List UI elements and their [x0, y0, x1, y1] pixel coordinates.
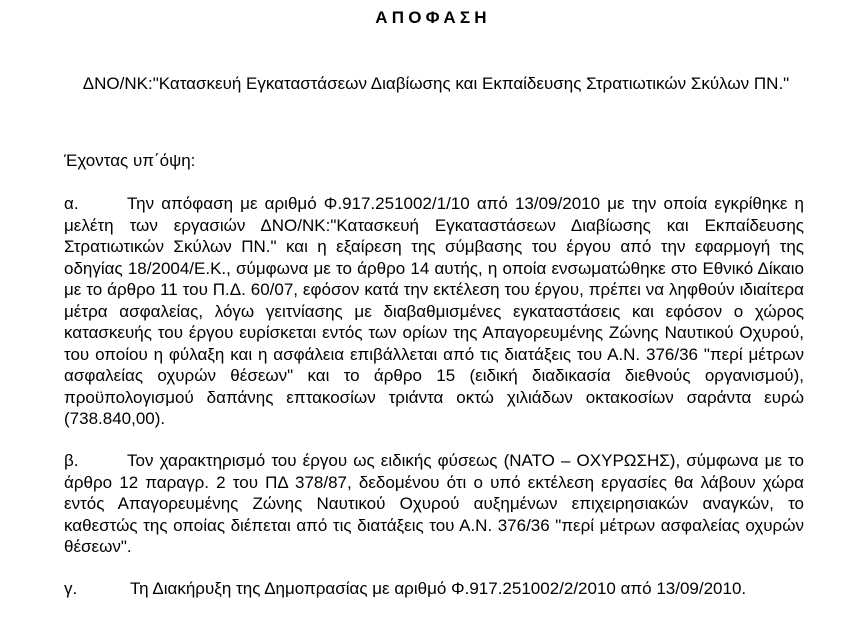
- paragraph-marker: α.: [64, 194, 79, 213]
- paragraph-item-c: [64, 578, 804, 600]
- paragraph-item-b: [64, 450, 804, 558]
- considering-label: Έχοντας υπ΄όψη:: [64, 151, 196, 170]
- document-title: ΑΠΟΦΑΣΗ: [375, 8, 491, 27]
- paragraph-text: Την απόφαση με αριθμό Φ.917.251002/1/10 από 13/09/2010 με την οποία εγκρίθηκε η μελέτη των εργασιών ΔΝΟ/ΝΚ:"Κατασκευή Εγκαταστάσεων Διαβίωσης και Εκπαίδευσης Στρατιωτικών Σκύλων ΠΝ." και η εξαίρεση της σύμβασης του έργου από την εφαρμογή της οδηγίας 18/2004/Ε.Κ., σύμφωνα με το άρθρο 14 αυτής, η οποία ενσωματώθηκε στο Εθνικό Δίκαιο με το άρθρο 11 του Π.Δ. 60/07, εφόσον κατά την εκτέλεση του έργου, πρέπει να ληφθούν ιδιαίτερα μέτρα ασφαλείας, λόγω γειτνίασης με διαβαθμισμένες εγκαταστάσεις και εφόσον ο χώρος κατασκευής του έργου ευρίσκεται εντός των ορίων της Απαγορευμένης Ζώνης Ναυτικού Οχυρού, του οποίου η φύλαξη και η ασφάλεια επιβάλλεται από τις διατάξεις του Α.Ν. 376/36 "περί μέτρων ασφαλείας οχυρών θέσεων" και το άρθρο 15 (ειδική διαδικασία διεθνούς οργανισμού), προϋπολογισμού δαπάνης επτακοσίων τριάντα οκτώ χιλιάδων οκτακοσίων σαράντα ευρώ (738.840,00).: [64, 194, 804, 428]
- paragraph-marker: γ.: [64, 579, 78, 598]
- paragraph-marker: β.: [64, 451, 79, 470]
- paragraph-text: Τη Διακήρυξη της Δημοπρασίας με αριθμό Φ.917.251002/2/2010 από 13/09/2010.: [130, 579, 747, 598]
- paragraph-item-a: [64, 193, 804, 430]
- paragraph-text: Τον χαρακτηρισμό του έργου ως ειδικής φύσεως (ΝΑΤΟ – ΟΧΥΡΩΣΗΣ), σύμφωνα με το άρθρο 12 παραγρ. 2 του ΠΔ 378/87, δεδομένου ότι ο υπό εκτέλεση εργασίες θα λάβουν χώρα εντός Απαγορευμένης Ζώνης Ναυτικού Οχυρού αυξημένων επιχειρησιακών αναγκών, το καθεστώς της οποίας διέπεται από τις διατάξεις του Α.Ν. 376/36 "περί μέτρων ασφαλείας οχυρών θέσεων".: [64, 451, 804, 556]
- document-subject: ΔΝΟ/ΝΚ:"Κατασκευή Εγκαταστάσεων Διαβίωσης και Εκπαίδευσης Στρατιωτικών Σκύλων ΠΝ.": [82, 74, 790, 93]
